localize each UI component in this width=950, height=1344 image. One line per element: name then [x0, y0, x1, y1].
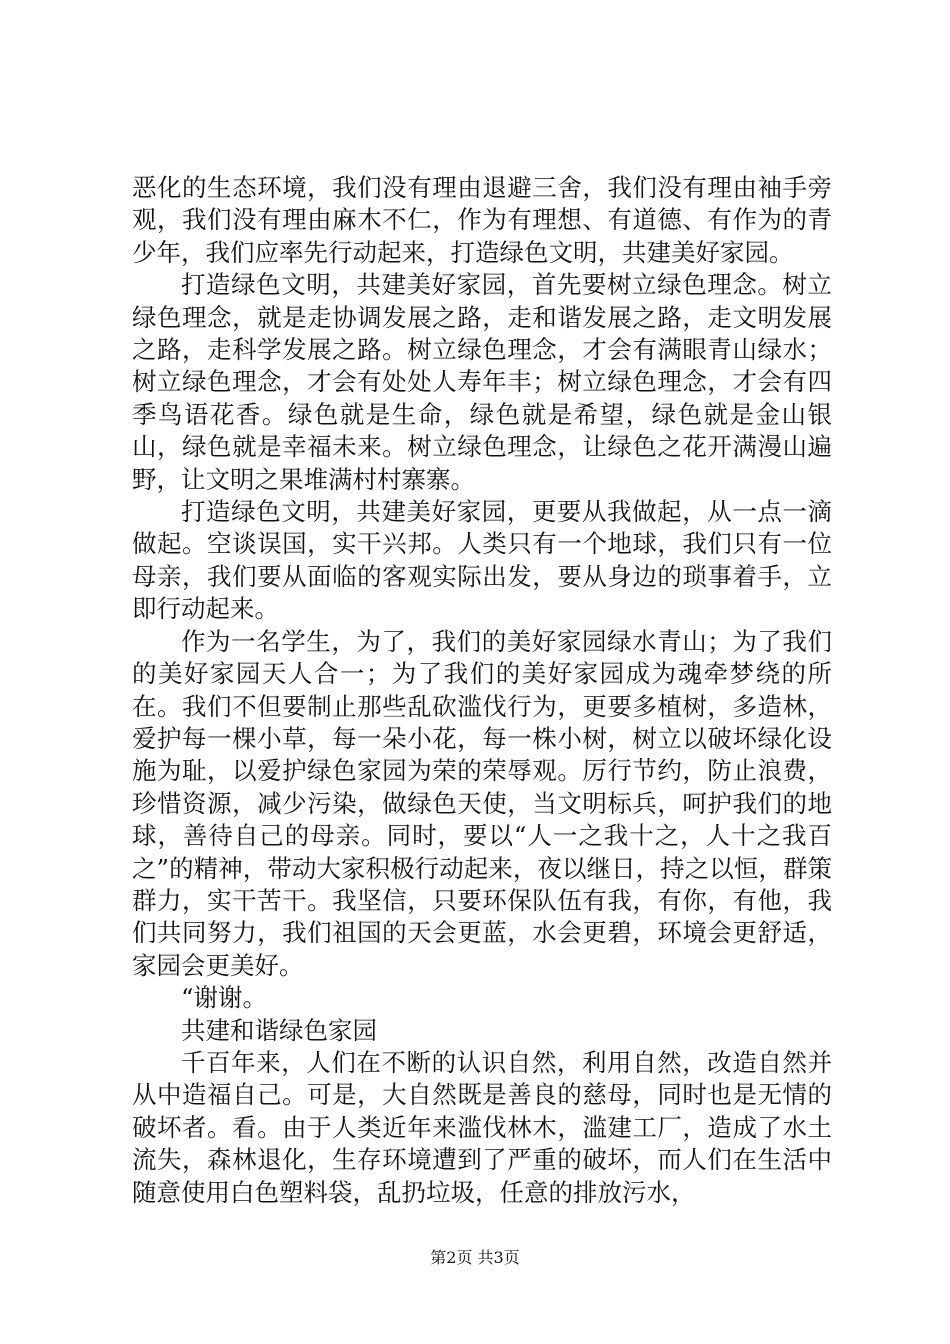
document-body [132, 172, 832, 1209]
paragraph-4: 作为一名学生，为了，我们的美好家园绿水青山；为了我们的美好家园天人合一；为了我们的美好家园成为魂牵梦绕的所在。我们不但要制止那些乱砍滥伐行为，更要多植树，多造林，爱护每一棵小草，每一朵小花，每一株小树，树立以破坏绿化设施为耻，以爱护绿色家园为荣的荣辱观。厉行节约，防止浪费，珍惜资源，减少污染，做绿色天使，当文明标兵，呵护我们的地球，善待自己的母亲。同时，要以“人一之我十之，人十之我百之”的精神，带动大家积极行动起来，夜以继日，持之以恒，群策群力，实干苦干。我坚信，只要环保队伍有我，有你，有他，我们共同努力，我们祖国的天会更蓝，水会更碧，环境会更舒适，家园会更美好。 [132, 626, 832, 980]
paragraph-5: “谢谢。 [181, 983, 268, 1013]
paragraph-1: 恶化的生态环境，我们没有理由退避三舍，我们没有理由袖手旁观，我们没有理由麻木不仁，作为有理想、有道德、有作为的青少年，我们应率先行动起来，打造绿色文明，共建美好家园。 [132, 173, 832, 267]
section-heading: 共建和谐绿色家园 [181, 1015, 377, 1045]
page-footer: 第2页 共3页 [430, 1248, 520, 1267]
paragraph-2: 打造绿色文明，共建美好家园，首先要树立绿色理念。树立绿色理念，就是走协调发展之路，走和谐发展之路，走文明发展之路，走科学发展之路。树立绿色理念，才会有满眼青山绿水；树立绿色理念，才会有处处人寿年丰；树立绿色理念，才会有四季鸟语花香。绿色就是生命，绿色就是希望，绿色就是金山银山，绿色就是幸福未来。树立绿色理念，让绿色之花开满漫山遍野，让文明之果堆满村村寨寨。 [132, 270, 832, 494]
paragraph-7: 千百年来，人们在不断的认识自然，利用自然，改造自然并从中造福自己。可是，大自然既是善良的慈母，同时也是无情的破坏者。看。由于人类近年来滥伐林木，滥建工厂，造成了水土流失，森林退化，生存环境遭到了严重的破坏，而人们在生活中随意使用白色塑料袋，乱扔垃圾，任意的排放污水， [132, 1047, 832, 1207]
paragraph-3: 打造绿色文明，共建美好家园，更要从我做起，从一点一滴做起。空谈误国，实干兴邦。人类只有一个地球，我们只有一位母亲，我们要从面临的客观实际出发，要从身边的琐事着手，立即行动起来。 [132, 497, 832, 624]
